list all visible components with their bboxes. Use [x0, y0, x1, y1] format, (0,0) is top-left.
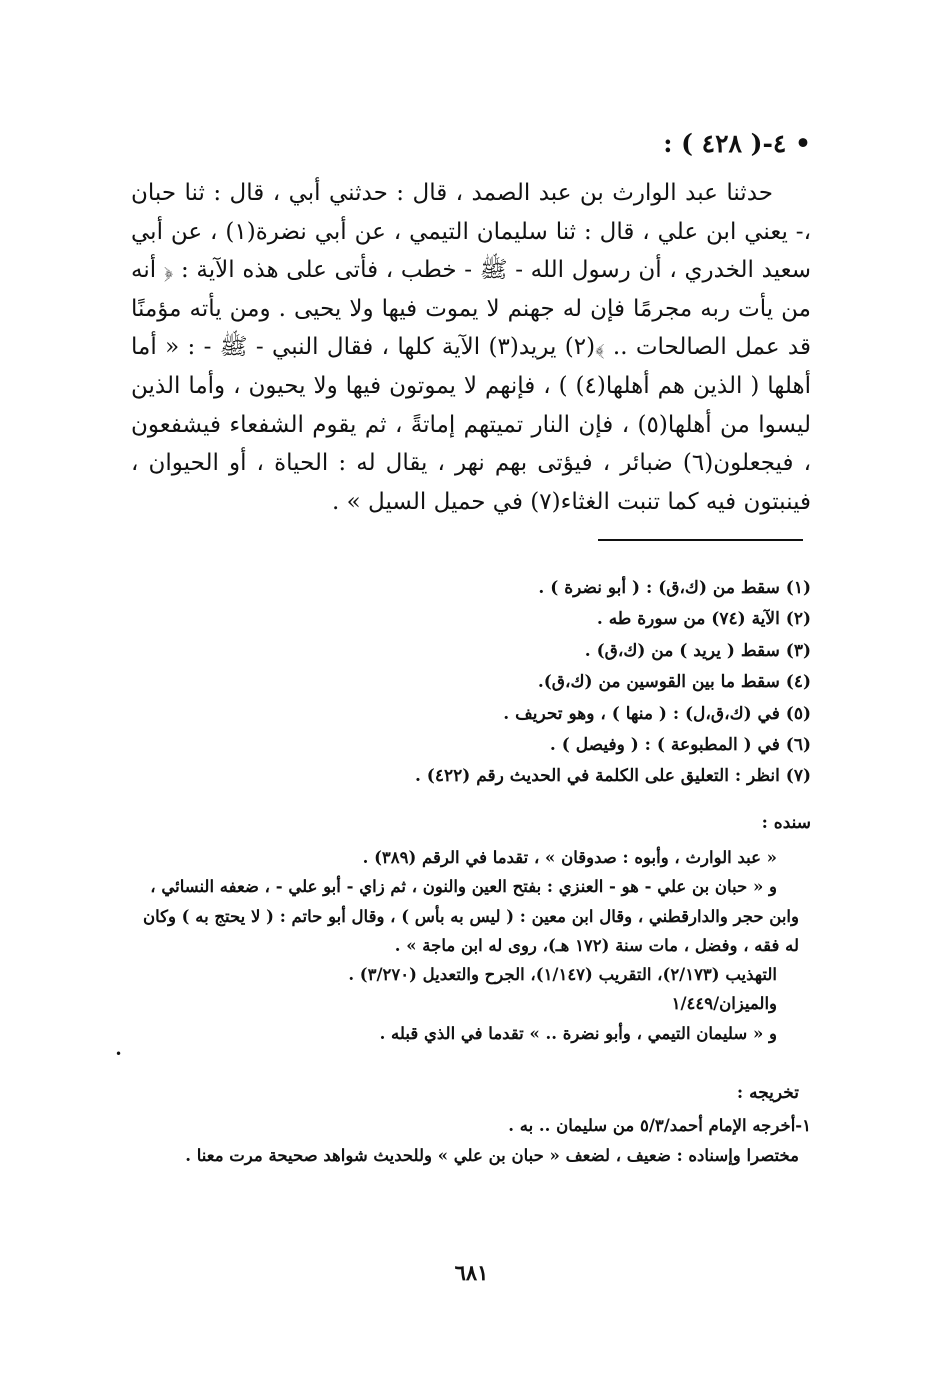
footnote-7: (٧) انظر : التعليق على الكلمة في الحديث رقم (٤٢٢) . — [414, 766, 811, 787]
sanad-body — [131, 843, 799, 1048]
footnote-separator — [598, 539, 803, 541]
footnote-5: (٥) في (ك،ق،ل) : ( منها ) ، وهو تحريف . — [503, 703, 811, 724]
hadith-paragraph: حدثنا عبد الوارث بن عبد الصمد ، قال : حدثني أبي ، قال : ثنا حبان ،- يعني ابن علي ، قال : ثنا سليمان التيمي ، عن أبي نضرة(١) ، عن أبي سعيد الخدري ، أن رسول الله - ﷺ - خطب ، فأتى على هذه الآية : ﴿ أنه من يأت ربه مجرمًا فإن له جهنم لا يموت فيها ولا يحيى . ومن يأته مؤمنًا قد عمل الصالحات .. ﴾(٢) يريد(٣) الآية كلها ، فقال النبي - ﷺ - : « أما أهلها ( الذين هم أهلها(٤) ) ، فإنهم لا يموتون فيها ولا يحيون ، وأما الذين ليسوا من أهلها(٥) ، فإن النار تميتهم إماتةً ، ثم يقوم الشفعاء فيشفعون ، فيجعلون(٦) ضبائر ، فيؤتى بهم نهر ، يقال له : الحياة ، أو الحيوان ، فينبتون فيه كما تنبت الغثاء(٧) في حميل السيل » . — [131, 180, 811, 515]
hadith-number: • ٤-( ٤٢٨ ) : — [663, 129, 811, 158]
sanad-line: « عبد الوارث ، وأبوه : صدوقان » ، تقدما في الرقم (٣٨٩) . — [362, 848, 777, 867]
footnote-3: (٣) سقط ( يريد ) من (ك،ق) . — [584, 640, 811, 661]
sanad-title: سنده : — [761, 813, 811, 833]
footnotes — [131, 573, 811, 793]
footnote-4: (٤) سقط ما بين القوسين من (ك،ق). — [537, 672, 811, 693]
takhrij-section — [131, 1078, 811, 1171]
footnote-6: (٦) في ( المطبوعة ) : ( وفيصل ) . — [549, 735, 811, 756]
hadith-text — [131, 174, 811, 521]
sanad-line: والميزان/١/٤٤٩ — [671, 994, 777, 1014]
margin-mark: • — [115, 1047, 123, 1061]
takhrij-line: ١-أخرجه الإمام أحمد/٥/٣ من سليمان .. به . — [508, 1116, 811, 1135]
sanad-line: و « سليمان التيمي ، وأبو نضرة .. » تقدما في الذي قبله . — [379, 1023, 777, 1043]
footnote-1: (١) سقط من (ك،ق) : ( أبو نضرة ) . — [538, 578, 811, 598]
footnote-2: (٢) الآية (٧٤) من سورة طه . — [596, 609, 811, 630]
takhrij-title: تخريجه : — [736, 1083, 799, 1103]
takhrij-line: مختصرا وإسناده : ضعيف ، لضعف « حبان بن علي » وللحديث شواهد صحيحة مرت معنا . — [185, 1146, 799, 1165]
page-number: ٦٨١ — [454, 1260, 489, 1285]
sanad-line: التهذيب (٢/١٧٣)، التقريب (١/١٤٧)، الجرح والتعديل (٣/٢٧٠) . — [348, 965, 777, 985]
sanad-line: و « حبان بن علي - هو - العنزي : بفتح العين والنون ، ثم زاي - أبو علي - ، ضعفه النسائي ، وابن حجر والدارقطني ، وقال ابن معين : ( ليس به بأس ) ، وقال أبو حاتم : ( لا يحتج به ) وكان له فقه ، وفضل ، مات سنة (١٧٢ هـ)، روى له ابن ماجة » . — [142, 877, 799, 955]
